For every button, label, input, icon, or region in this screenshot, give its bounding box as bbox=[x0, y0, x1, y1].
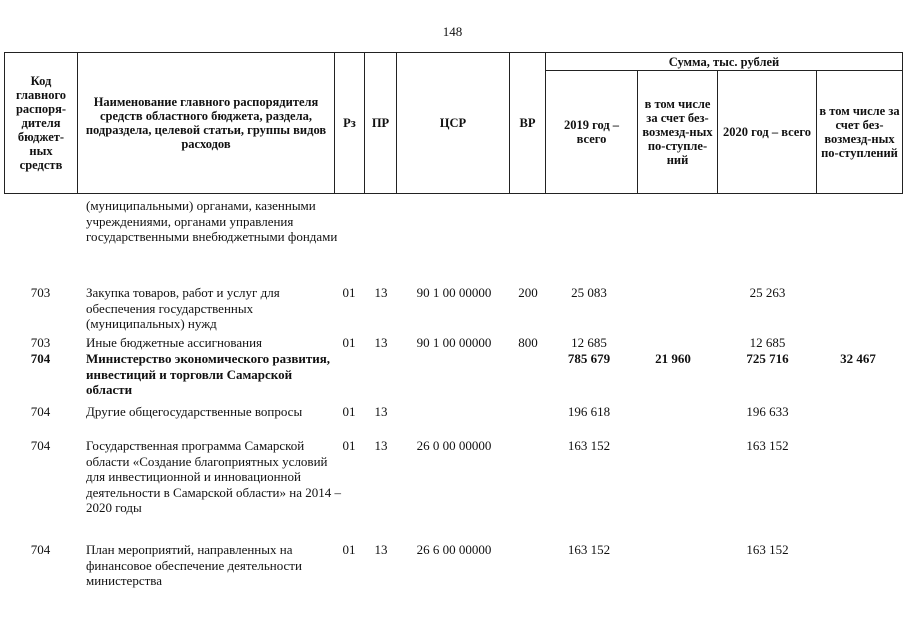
cell-rz: 01 bbox=[342, 542, 356, 557]
cell-2019-total: 785 679 bbox=[567, 351, 611, 366]
cell-name: (муниципальными) органами, казенными учреждениями, органами управления государственными внебюджетными фондами bbox=[86, 198, 338, 244]
cell-2020-total: 163 152 bbox=[746, 438, 789, 453]
header-rz: Рз bbox=[335, 53, 365, 194]
page-number: 148 bbox=[442, 24, 463, 39]
cell-pr: 13 bbox=[374, 438, 388, 453]
cell-2020-total: 196 633 bbox=[746, 404, 789, 419]
cell-2020-total: 12 685 bbox=[749, 335, 786, 350]
header-2020-total: 2020 год – всего bbox=[718, 71, 817, 194]
cell-vr: 200 bbox=[518, 285, 538, 300]
cell-code: 704 bbox=[30, 438, 51, 453]
header-sum: Сумма, тыс. рублей bbox=[546, 53, 903, 71]
cell-name: Закупка товаров, работ и услуг для обеспечения государственных (муниципальных) нужд bbox=[86, 285, 280, 331]
cell-2019-total: 25 083 bbox=[571, 285, 607, 300]
cell-code: 704 bbox=[30, 542, 51, 557]
header-code: Код главного распоря-дителя бюджет-ных средств bbox=[5, 53, 78, 194]
cell-csr: 90 1 00 00000 bbox=[416, 335, 492, 350]
header-pr: ПР bbox=[365, 53, 397, 194]
cell-2019-total: 163 152 bbox=[567, 438, 611, 453]
cell-pr: 13 bbox=[374, 285, 388, 300]
cell-2020-total: 25 263 bbox=[749, 285, 786, 300]
cell-pr: 13 bbox=[374, 542, 388, 557]
cell-2020-free: 32 467 bbox=[840, 351, 876, 366]
cell-rz: 01 bbox=[342, 438, 356, 453]
cell-pr: 13 bbox=[374, 404, 388, 419]
cell-code: 704 bbox=[30, 404, 51, 419]
cell-2019-total: 163 152 bbox=[567, 542, 611, 557]
header-vr: ВР bbox=[510, 53, 546, 194]
cell-2019-total: 12 685 bbox=[571, 335, 607, 350]
cell-code: 703 bbox=[30, 285, 51, 300]
table-header bbox=[4, 52, 903, 194]
cell-name: Министерство экономического развития, инвестиций и торговли Самарской области bbox=[86, 351, 331, 397]
cell-rz: 01 bbox=[342, 404, 356, 419]
cell-pr: 13 bbox=[374, 335, 388, 350]
header-2019-total: 2019 год – всего bbox=[546, 71, 638, 194]
cell-name: Другие общегосударственные вопросы bbox=[86, 404, 303, 419]
cell-rz: 01 bbox=[342, 335, 356, 350]
cell-code: 704 bbox=[30, 351, 51, 366]
cell-2020-total: 163 152 bbox=[746, 542, 789, 557]
cell-name: Государственная программа Самарской области «Создание благоприятных условий для инвестиционной и инновационной деятельности в Самарской области» на 2014 – 2020 годы bbox=[86, 438, 341, 515]
header-2020-free: в том числе за счет без-возмезд-ных по-ступлений bbox=[817, 71, 903, 194]
header-name: Наименование главного распорядителя средств областного бюджета, раздела, подраздела, целевой статьи, группы видов расходов bbox=[78, 53, 335, 194]
cell-name: Иные бюджетные ассигнования bbox=[86, 335, 263, 350]
cell-csr: 26 6 00 00000 bbox=[416, 542, 492, 557]
cell-csr: 26 0 00 00000 bbox=[416, 438, 492, 453]
header-2019-free: в том числе за счет без-возмезд-ных по-ступле-ний bbox=[638, 71, 718, 194]
cell-rz: 01 bbox=[342, 285, 356, 300]
cell-2019-total: 196 618 bbox=[567, 404, 611, 419]
cell-code: 703 bbox=[30, 335, 51, 350]
cell-vr: 800 bbox=[518, 335, 538, 350]
cell-2019-free: 21 960 bbox=[655, 351, 691, 366]
cell-2020-total: 725 716 bbox=[746, 351, 789, 366]
cell-csr: 90 1 00 00000 bbox=[416, 285, 492, 300]
header-csr: ЦСР bbox=[397, 53, 510, 194]
cell-name: План мероприятий, направленных на финансовое обеспечение деятельности министерства bbox=[86, 542, 302, 588]
